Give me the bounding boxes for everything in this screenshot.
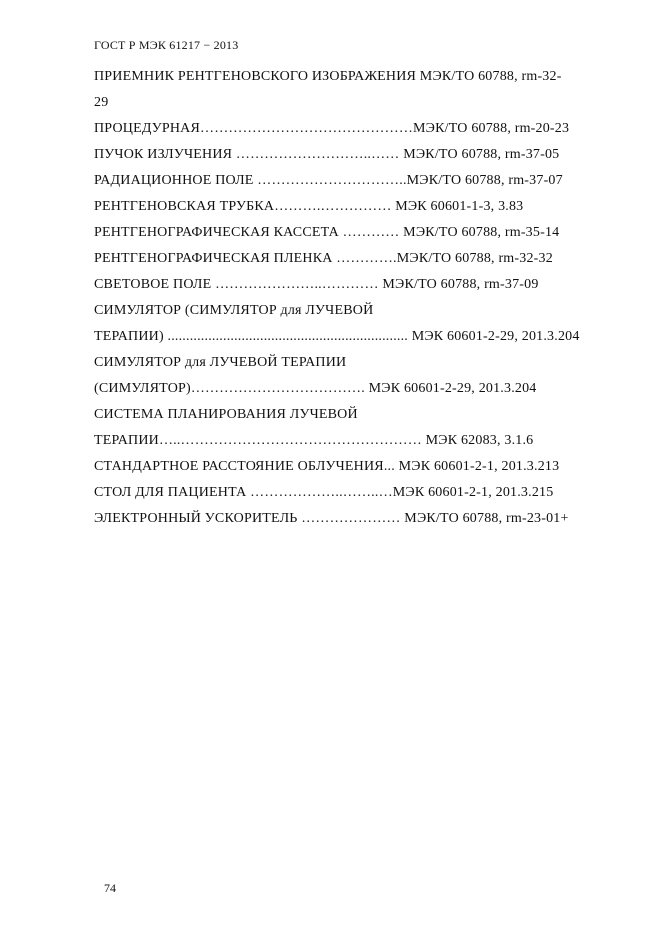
index-entry: ПУЧОК ИЗЛУЧЕНИЯ ………………………..…… МЭК/ТО 60788, rm-37-05 bbox=[94, 147, 560, 162]
index-entry: РАДИАЦИОННОЕ ПОЛЕ …………………………..МЭК/ТО 60788, rm-37-07 bbox=[94, 173, 563, 188]
index-entry: РЕНТГЕНОВСКАЯ ТРУБКА……….…………… МЭК 60601-1-3, 3.83 bbox=[94, 199, 524, 214]
index-entry: СИМУЛЯТОР (СИМУЛЯТОР для ЛУЧЕВОЙ bbox=[94, 303, 374, 318]
index-entry: СИМУЛЯТОР для ЛУЧЕВОЙ ТЕРАПИИ bbox=[94, 355, 347, 370]
index-entry: ТЕРАПИИ…..…………………………………………… МЭК 62083, 3.1.6 bbox=[94, 433, 534, 448]
index-entry: ПРИЕМНИК РЕНТГЕНОВСКОГО ИЗОБРАЖЕНИЯ МЭК/ТО 60788, rm-32- bbox=[94, 69, 562, 84]
index-entry: РЕНТГЕНОГРАФИЧЕСКАЯ ПЛЕНКА ………….МЭК/ТО 60788, rm-32-32 bbox=[94, 251, 553, 266]
standard-header: ГОСТ Р МЭК 61217 − 2013 bbox=[94, 38, 239, 52]
index-entry: ТЕРАПИИ) ................................................................. МЭК 60601-2-29, 201.3.204 bbox=[94, 329, 580, 344]
index-entry: СТОЛ ДЛЯ ПАЦИЕНТА ………………..……..…МЭК 60601-2-1, 201.3.215 bbox=[94, 485, 554, 500]
index-entry: ЭЛЕКТРОННЫЙ УСКОРИТЕЛЬ ………………… МЭК/ТО 60788, rm-23-01+ bbox=[94, 511, 569, 526]
index-entry: 29 bbox=[94, 95, 109, 110]
index-entry: СТАНДАРТНОЕ РАССТОЯНИЕ ОБЛУЧЕНИЯ... МЭК 60601-2-1, 201.3.213 bbox=[94, 459, 560, 474]
page-number: 74 bbox=[104, 881, 116, 895]
term-index-list bbox=[94, 64, 614, 532]
index-entry: РЕНТГЕНОГРАФИЧЕСКАЯ КАССЕТА ………… МЭК/ТО 60788, rm-35-14 bbox=[94, 225, 560, 240]
index-entry: СВЕТОВОЕ ПОЛЕ …………………..………… МЭК/ТО 60788, rm-37-09 bbox=[94, 277, 539, 292]
index-entry: (СИМУЛЯТОР)………………………………. МЭК 60601-2-29, 201.3.204 bbox=[94, 381, 537, 396]
index-entry: ПРОЦЕДУРНАЯ………………………………………МЭК/ТО 60788, rm-20-23 bbox=[94, 121, 570, 136]
index-entry: СИСТЕМА ПЛАНИРОВАНИЯ ЛУЧЕВОЙ bbox=[94, 407, 358, 422]
